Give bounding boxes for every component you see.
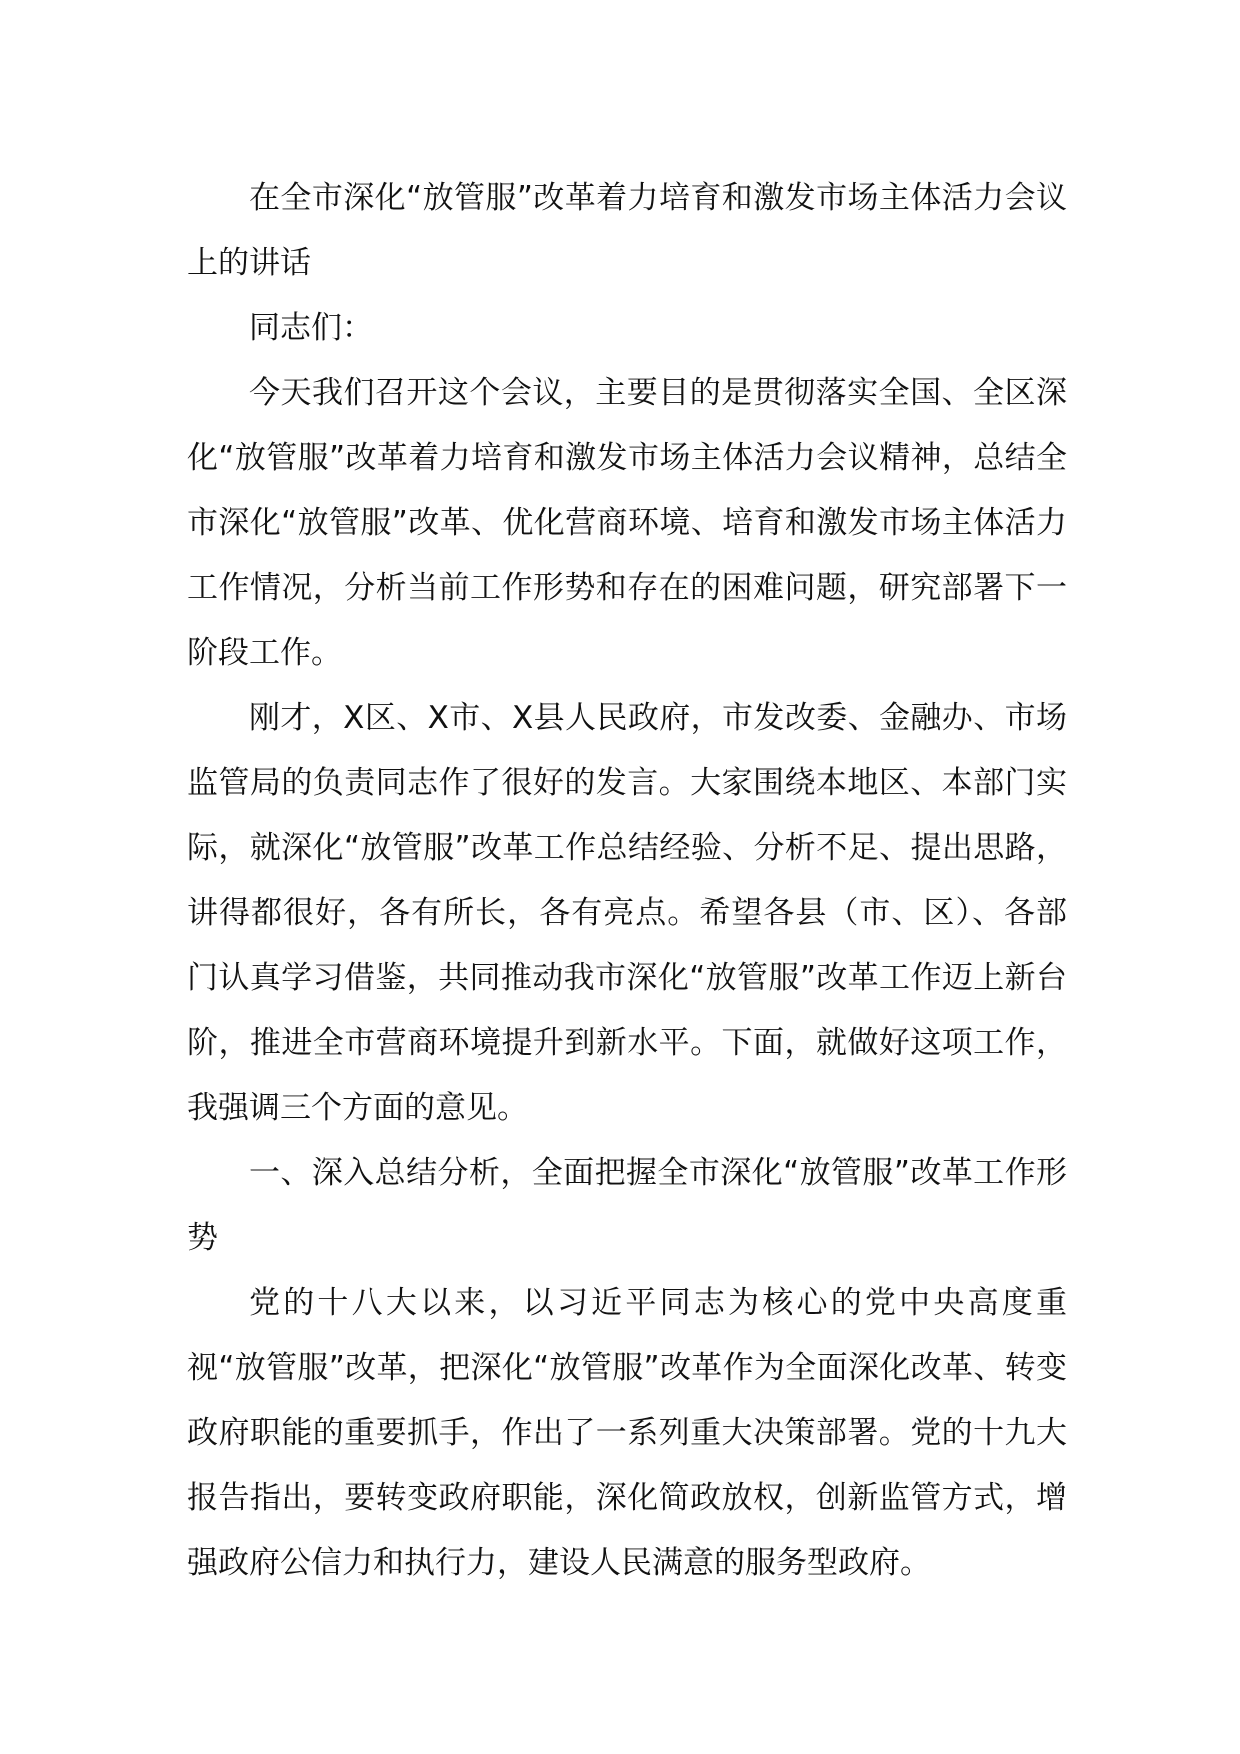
body-paragraph: 今天我们召开这个会议，主要目的是贯彻落实全国、全区深化“放管服”改革着力培育和激发市场主体活力会议精神，总结全市深化“放管服”改革、优化营商环境、培育和激发市场主体活力工作情况，分析当前工作形势和存在的困难问题，研究部署下一阶段工作。 [187,375,1067,671]
section-paragraph: 党的十八大以来，以习近平同志为核心的党中央高度重视“放管服”改革，把深化“放管服”改革作为全面深化改革、转变政府职能的重要抓手，作出了一系列重大决策部署。党的十九大报告指出，要转变政府职能，深化简政放权，创新监管方式，增强政府公信力和执行力，建设人民满意的服务型政府。 [187,1285,1067,1581]
document-title: 在全市深化“放管服”改革着力培育和激发市场主体活力会议上的讲话 [187,180,1067,281]
section-heading: 一、深入总结分析，全面把握全市深化“放管服”改革工作形势 [187,1155,1067,1256]
body-paragraph: 刚才，X区、X市、X县人民政府，市发改委、金融办、市场监管局的负责同志作了很好的发言。大家围绕本地区、本部门实际，就深化“放管服”改革工作总结经验、分析不足、提出思路，讲得都很好，各有所长，各有亮点。希望各县（市、区）、各部门认真学习借鉴，共同推动我市深化“放管服”改革工作迈上新台阶，推进全市营商环境提升到新水平。下面，就做好这项工作，我强调三个方面的意见。 [187,700,1067,1126]
salutation: 同志们： [249,310,373,346]
document-body [187,166,1067,1596]
